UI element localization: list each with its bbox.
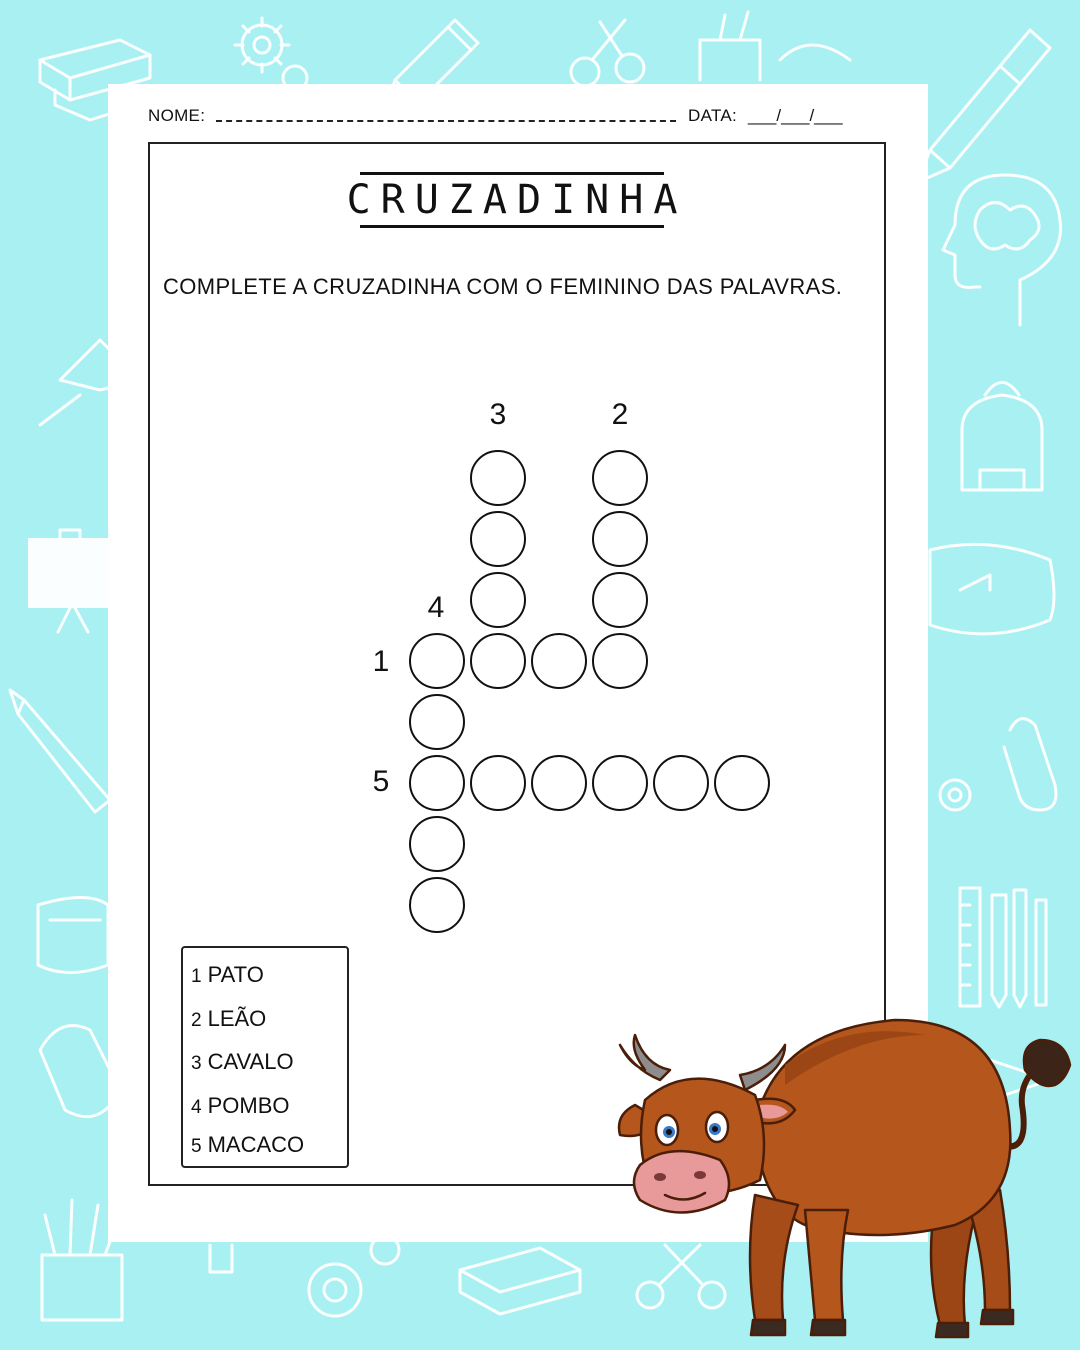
clue-number-3: 3 bbox=[489, 398, 507, 431]
crossword-cell[interactable] bbox=[653, 755, 709, 811]
crossword-cell[interactable] bbox=[531, 633, 587, 689]
word-list-item bbox=[191, 1132, 304, 1158]
word-text: POMBO bbox=[207, 1093, 290, 1118]
name-label: NOME: bbox=[148, 106, 206, 125]
instruction-text: COMPLETE A CRUZADINHA COM O FEMININO DAS PALAVRAS. bbox=[163, 274, 843, 299]
crossword-cell[interactable] bbox=[409, 755, 465, 811]
backpack-icon bbox=[962, 383, 1042, 491]
gear-icon bbox=[235, 18, 307, 90]
whiteboard-icon bbox=[28, 530, 118, 632]
clue-number-2: 2 bbox=[611, 398, 629, 431]
crossword-cell[interactable] bbox=[470, 755, 526, 811]
word-text: CAVALO bbox=[207, 1049, 294, 1074]
crossword-cell[interactable] bbox=[470, 511, 526, 567]
crossword-cell[interactable] bbox=[409, 633, 465, 689]
clue-number-1: 1 bbox=[372, 645, 390, 678]
crossword-cell[interactable] bbox=[470, 450, 526, 506]
pencil-case-icon bbox=[930, 544, 1054, 634]
word-number: 3 bbox=[191, 1053, 202, 1074]
clue-number-5: 5 bbox=[372, 765, 390, 798]
word-list-item bbox=[191, 1093, 289, 1119]
crossword-cell[interactable] bbox=[470, 572, 526, 628]
crossword-cell[interactable] bbox=[592, 755, 648, 811]
word-number: 4 bbox=[191, 1097, 202, 1118]
word-number: 5 bbox=[191, 1136, 202, 1157]
crossword-cell[interactable] bbox=[409, 816, 465, 872]
word-text: LEÃO bbox=[207, 1006, 267, 1031]
crossword-cell[interactable] bbox=[531, 755, 587, 811]
bull-illustration bbox=[605, 1005, 1080, 1350]
crossword-cell[interactable] bbox=[714, 755, 770, 811]
scissors-icon bbox=[571, 20, 644, 86]
crossword-cell[interactable] bbox=[409, 877, 465, 933]
word-number: 2 bbox=[191, 1010, 202, 1031]
brain-head-icon bbox=[943, 175, 1061, 325]
lightbulb-icon bbox=[210, 1245, 232, 1272]
page-title: CRUZADINHA bbox=[346, 177, 688, 223]
date-label: DATA: bbox=[688, 106, 738, 125]
crossword-cell[interactable] bbox=[592, 511, 648, 567]
clue-number-4: 4 bbox=[427, 591, 445, 624]
paperclip-icon bbox=[1004, 719, 1056, 810]
word-text: PATO bbox=[207, 962, 264, 987]
word-list-item bbox=[191, 962, 264, 988]
crossword-cell[interactable] bbox=[470, 633, 526, 689]
pen-icon bbox=[918, 30, 1050, 182]
crossword-cell[interactable] bbox=[592, 450, 648, 506]
word-number: 1 bbox=[191, 966, 202, 987]
crossword-cell[interactable] bbox=[592, 572, 648, 628]
date-blank[interactable]: ___/___/___ bbox=[748, 106, 843, 125]
word-list-item bbox=[191, 1049, 294, 1075]
ruler-pencils-icon bbox=[960, 888, 1046, 1007]
crossword-cell[interactable] bbox=[592, 633, 648, 689]
word-text: MACACO bbox=[207, 1132, 305, 1157]
name-blank-line[interactable] bbox=[216, 120, 676, 122]
title-box bbox=[346, 172, 688, 228]
word-list-box bbox=[181, 946, 349, 1168]
word-list-item bbox=[191, 1006, 266, 1032]
crossword-cell[interactable] bbox=[409, 694, 465, 750]
